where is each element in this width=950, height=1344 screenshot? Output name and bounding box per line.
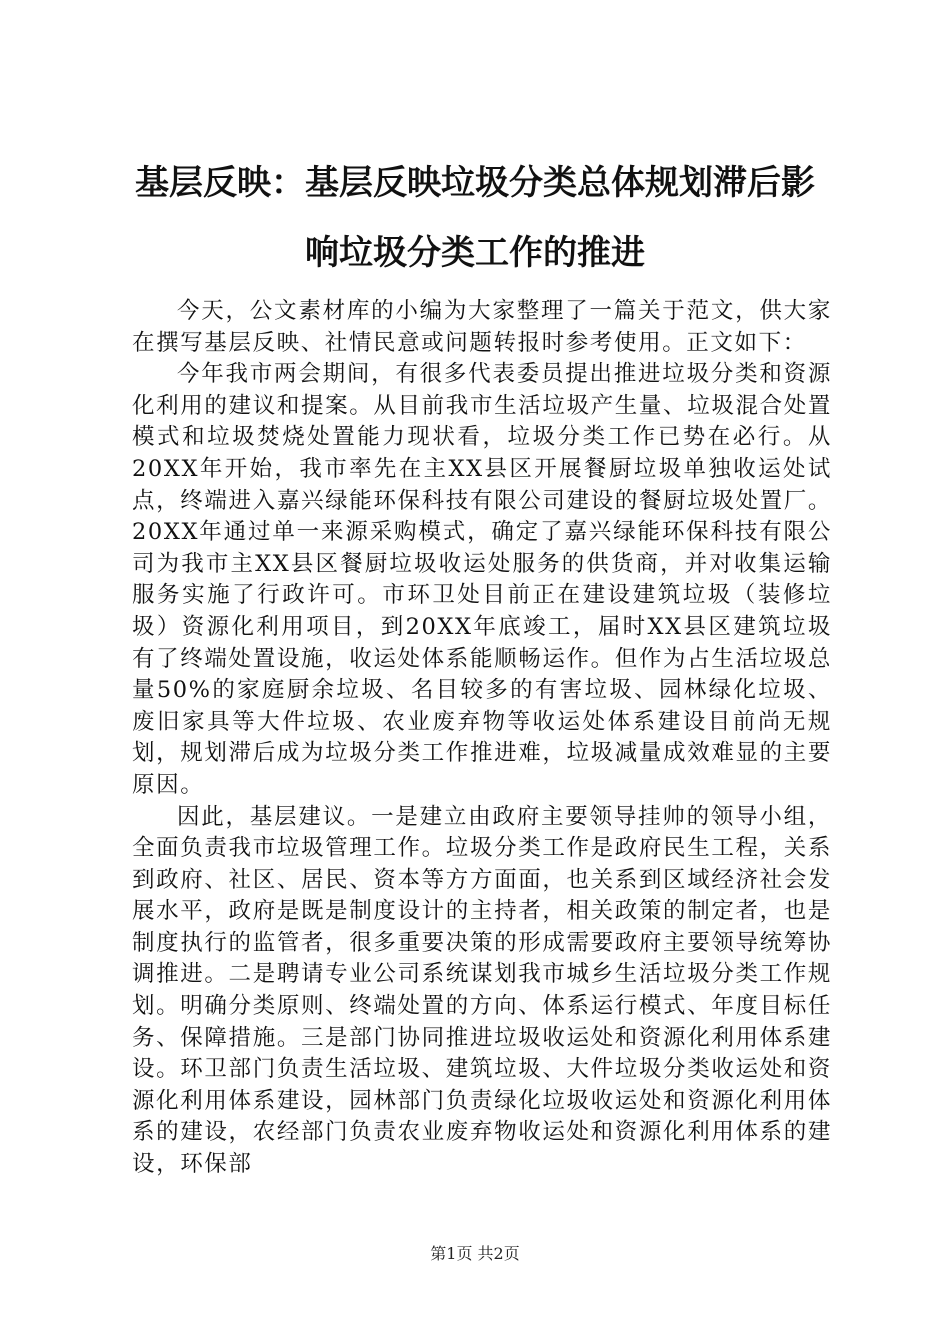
paragraph-background: 今年我市两会期间，有很多代表委员提出推进垃圾分类和资源化利用的建议和提案。从目前我市生活垃圾产生量、垃圾混合处置模式和垃圾焚烧处置能力现状看，垃圾分类工作已势在必行。从20XX年开始，我市率先在主XX县区开展餐厨垃圾单独收运处试点，终端进入嘉兴绿能环保科技有限公司建设的餐厨垃圾处置厂。20XX年通过单一来源采购模式，确定了嘉兴绿能环保科技有限公司为我市主XX县区餐厨垃圾收运处服务的供货商，并对收集运输服务实施了行政许可。市环卫处目前正在建设建筑垃圾（装修垃圾）资源化利用项目，到20XX年底竣工，届时XX县区建筑垃圾有了终端处置设施，收运处体系能顺畅运作。但作为占生活垃圾总量50%的家庭厨余垃圾、名目较多的有害垃圾、园林绿化垃圾、废旧家具等大件垃圾、农业废弃物等收运处体系建设目前尚无规划，规划滞后成为垃圾分类工作推进难，垃圾减量成效难显的主要原因。 — [132, 361, 832, 798]
document-title-line-2: 响垃圾分类工作的推进 — [305, 233, 645, 273]
document-title-line-1: 基层反映：基层反映垃圾分类总体规划滞后影 — [135, 163, 815, 203]
document-body — [132, 296, 832, 1181]
page-number-footer: 第1页 共2页 — [430, 1244, 520, 1263]
paragraph-intro: 今天，公文素材库的小编为大家整理了一篇关于范文，供大家在撰写基层反映、社情民意或问题转报时参考使用。正文如下： — [132, 298, 832, 356]
paragraph-suggestions: 因此，基层建议。一是建立由政府主要领导挂帅的领导小组，全面负责我市垃圾管理工作。垃圾分类工作是政府民生工程，关系到政府、社区、居民、资本等方方面面，也关系到区域经济社会发展水平，政府是既是制度设计的主持者，相关政策的制定者，也是制度执行的监管者，很多重要决策的形成需要政府主要领导统筹协调推进。二是聘请专业公司系统谋划我市城乡生活垃圾分类工作规划。明确分类原则、终端处置的方向、体系运行模式、年度目标任务、保障措施。三是部门协同推进垃圾收运处和资源化利用体系建设。环卫部门负责生活垃圾、建筑垃圾、大件垃圾分类收运处和资源化利用体系建设，园林部门负责绿化垃圾收运处和资源化利用体系的建设，农经部门负责农业废弃物收运处和资源化利用体系的建设，环保部 — [132, 803, 832, 1178]
